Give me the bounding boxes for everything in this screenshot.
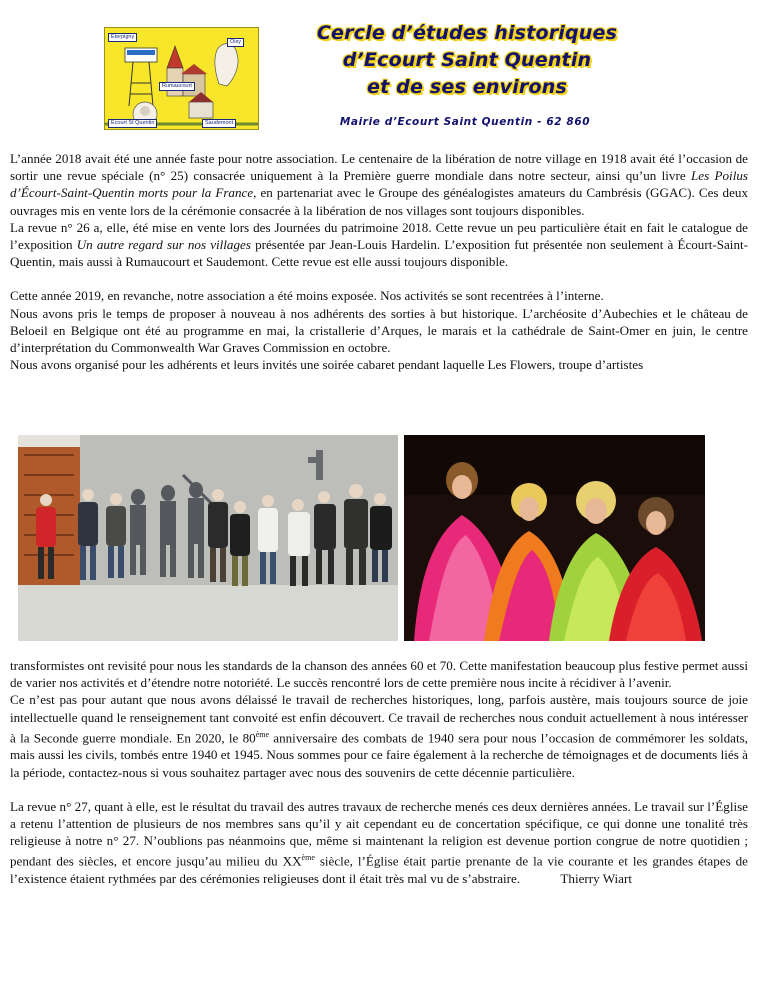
page-subtitle: Mairie d’Ecourt Saint Quentin - 62 860 xyxy=(339,116,591,128)
paragraph-2-end: présentée par Jean-Louis Hardelin. L’exposition fut présentée non seulement à Écourt-Saint-Quentin, mais aussi à Rumaucourt et Saudemont. Cette revue est elle aussi toujours disponible. xyxy=(10,237,748,270)
title-line-3: et de ses environs xyxy=(367,76,567,98)
paragraph-4: Nous avons pris le temps de proposer à nouveau à nos adhérents des sorties à but historique. L’archéosite d’Aubechies et le château de Beloeil en Belgique ont été au programme en mai, la cristallerie d’Arques, le marais et la cathédrale de Saint-Omer en juin, le centre d’interprétation du Commonwealth War Graves Commission en octobre. xyxy=(10,305,748,356)
logo-label-ecourt: Ecourt St Quentin xyxy=(108,119,157,128)
exhibition-title: Un autre regard sur nos villages xyxy=(76,237,251,253)
paragraph-5-start: Nous avons organisé pour les adhérents et leurs invités une soirée cabaret pendant laquelle Les Flowers, troupe d’artistes xyxy=(10,357,644,373)
paragraph-7-start: La revue n° 27, quant à elle, est le résultat du travail des autres travaux de recherche menés ces deux dernières années. Le travail sur l’Église a retenu l’attention de plusieurs de nos membres sans qu’il y ait cependant eu de concertation spécifique, ce qui donne une tonalité très religieuse à notre n° 27. N’oublions pas néanmoins que, même si maintenant la religion est devenue portion congrue de notre quotidien ; pendant des siècles, et encore jusqu’au milieu du XX xyxy=(10,798,748,869)
logo-label-oisy: Oisy xyxy=(227,38,244,47)
association-logo xyxy=(104,27,259,130)
logo-label-saudemont: Saudemont xyxy=(202,119,236,128)
title-line-1: Cercle d’études historiques xyxy=(316,22,618,44)
logo-label-rumaucourt: Rumaucourt xyxy=(159,82,195,91)
signature: Thierry Wiart xyxy=(560,870,632,886)
group-photo-image xyxy=(18,435,398,641)
paragraph-6-end: anniversaire des combats de 1940 sera pour nous l’occasion de commémorer les soldats, mais aussi les civils, tombés entre 1940 et 1945. Nous sommes pour ce faire également à la recherche de témoignages et de documents liés à la période, contactez-nous si vous souhaitez partager avec nous des souvenirs de cette décennie particulière. xyxy=(10,730,748,780)
logo-label-eterpigny: Eterpigny xyxy=(108,33,137,42)
paragraph-1 xyxy=(10,150,748,219)
book-title: Les Poilus d’Écourt-Saint-Quentin morts pour la France xyxy=(10,168,748,201)
group-photo xyxy=(18,435,398,641)
article-text-bottom xyxy=(10,657,748,887)
title-line-2: d’Ecourt Saint Quentin xyxy=(342,49,592,71)
cabaret-photo xyxy=(404,435,705,641)
paragraph-7 xyxy=(10,798,748,887)
superscript-80eme: ème xyxy=(255,729,270,739)
paragraph-2 xyxy=(10,219,748,271)
article-text-top xyxy=(10,150,748,373)
paragraph-7-end: siècle, l’Église était partie prenante de la vie courante et les grandes étapes de l’existence étaient rythmées par des cérémonies religieuses dont il était très mal vu de s’abstraire. xyxy=(10,853,748,886)
superscript-xxeme: ème xyxy=(301,853,315,863)
paragraph-1-end: , en partenariat avec le Groupe des généalogistes amateurs du Cambrésis (GGAC). Ces deux ouvrages mis en vente lors de la cérémonie consacrée à la libération de nos villages sont toujours disponibles. xyxy=(10,185,748,218)
cabaret-photo-image xyxy=(404,435,705,641)
paragraph-6 xyxy=(10,691,748,780)
page-title xyxy=(282,20,652,101)
paragraph-1-start: L’année 2018 avait été une année faste pour notre association. Le centenaire de la libération de notre village en 1918 avait été l’occasion de sortir une revue spéciale (n° 25) consacrée uniquement à la Première guerre mondiale dans notre secteur, ainsi qu’un livre xyxy=(10,151,748,184)
paragraph-6-start: Ce n’est pas pour autant que nous avons délaissé le travail de recherches historiques, long, parfois austère, mais toujours source de joie intellectuelle quand le renseignement tant convoité est enfin découvert. Ce travail de recherches nous conduit actuellement à nous intéresser à la Seconde guerre mondiale. En 2020, le 80 xyxy=(10,692,748,746)
paragraph-3: Cette année 2019, en revanche, notre association a été moins exposée. Nos activités se sont recentrées à l’interne. xyxy=(10,288,604,304)
paragraph-5-end: transformistes ont revisité pour nous les standards de la chanson des années 60 et 70. Cette manifestation beaucoup plus festive permet aussi de varier nos activités et d’étendre notre notoriété. Le succès rencontré lors de cette première nous incite à récidiver à l’avenir. xyxy=(10,658,748,691)
paragraph-2-start: La revue n° 26 a, elle, été mise en vente lors des Journées du patrimoine 2018. Cette revue un peu particulière était en fait le catalogue de l’exposition xyxy=(10,219,748,253)
